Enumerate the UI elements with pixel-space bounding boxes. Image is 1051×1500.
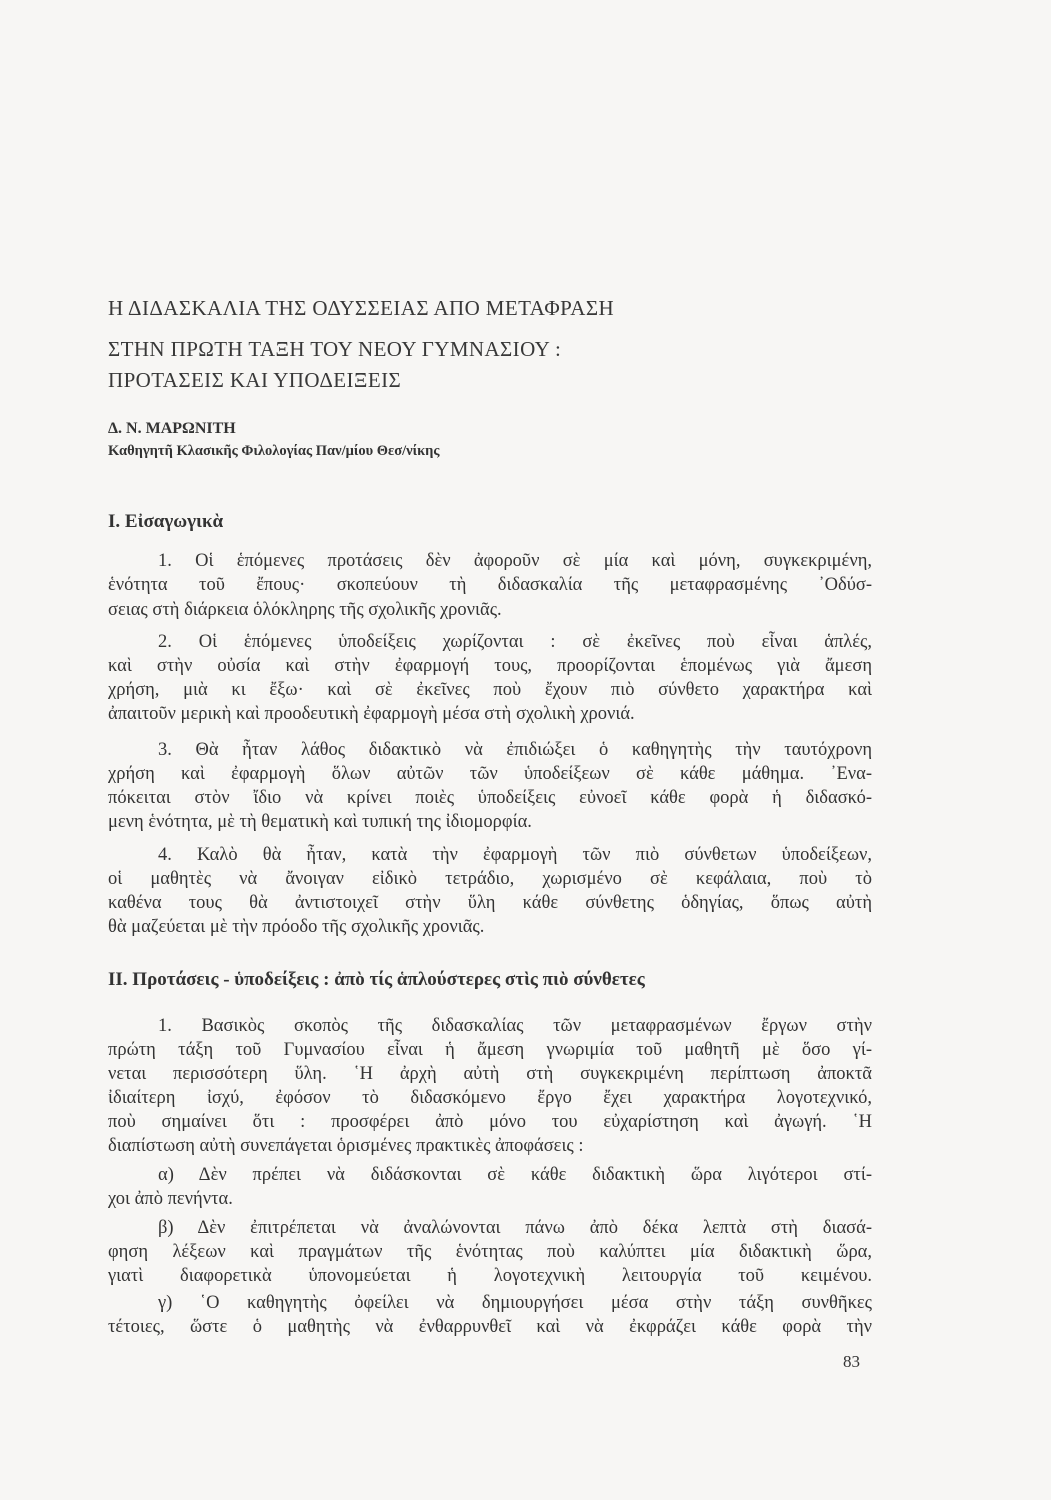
article-title-line-3: ΠΡΟΤΑΣΕΙΣ ΚΑΙ ΥΠΟΔΕΙΞΕΙΣ [108, 368, 402, 392]
paragraph-line: 1. Οἱ ἑπόμενες προτάσεις δὲν ἀφοροῦν σὲ μία καὶ μόνη, συγκεκριμένη, [158, 551, 872, 571]
paragraph-line: θὰ μαζεύεται μὲ τὴν πρόοδο τῆς σχολικῆς χρονιᾶς. [108, 917, 485, 937]
section-heading-introduction: Ι. Εἰσαγωγικὰ [108, 511, 224, 532]
paragraph-line: 3. Θὰ ἦταν λάθος διδακτικὸ νὰ ἐπιδιώξει ὁ καθηγητὴς τὴν ταυτόχρονη [158, 740, 872, 760]
paragraph-line: γ) ῾Ο καθηγητὴς ὀφείλει νὰ δημιουργήσει μέσα στὴν τάξη συνθῆκες [158, 1293, 872, 1313]
paragraph-line: φηση λέξεων καὶ πραγμάτων τῆς ἑνότητας ποὺ καλύπτει μία διδακτικὴ ὥρα, [108, 1242, 872, 1262]
paragraph-line: α) Δὲν πρέπει νὰ διδάσκονται σὲ κάθε διδακτικὴ ὥρα λιγότεροι στί- [158, 1165, 872, 1185]
paragraph-line: ἰδιαίτερη ἰσχύ, ἐφόσον τὸ διδασκόμενο ἔργο ἔχει χαρακτήρα λογοτεχνικό, [108, 1088, 872, 1108]
paragraph-line: τέτοιες, ὥστε ὁ μαθητὴς νὰ ἐνθαρρυνθεῖ καὶ νὰ ἐκφράζει κάθε φορὰ τὴν [108, 1317, 872, 1337]
paragraph-line: καθένα τους θὰ ἀντιστοιχεῖ στὴν ὕλη κάθε σύνθετης ὁδηγίας, ὅπως αὐτὴ [108, 893, 872, 913]
paragraph-line: ἀπαιτοῦν μερικὴ καὶ προοδευτικὴ ἐφαρμογὴ μέσα στὴ σχολικὴ χρονιά. [108, 704, 635, 724]
paragraph-line: χοι ἀπὸ πενήντα. [108, 1189, 233, 1209]
paragraph-line: ἑνότητα τοῦ ἔπους· σκοπεύουν τὴ διδασκαλία τῆς μεταφρασμένης ᾿Οδύσ- [108, 575, 872, 595]
paragraph-line: 1. Βασικὸς σκοπὸς τῆς διδασκαλίας τῶν μεταφρασμένων ἔργων στὴν [158, 1016, 872, 1036]
paragraph-line: διαπίστωση αὐτὴ συνεπάγεται ὁρισμένες πρακτικὲς ἀποφάσεις : [108, 1136, 584, 1156]
paragraph-line: χρήση καὶ ἐφαρμογὴ ὅλων αὐτῶν τῶν ὑποδείξεων σὲ κάθε μάθημα. ᾿Ενα- [108, 764, 872, 784]
paragraph-line: ποὺ σημαίνει ὅτι : προσφέρει ἀπὸ μόνο του εὐχαρίστηση καὶ ἀγωγή. ῾Η [108, 1112, 872, 1132]
author-name: Δ. Ν. ΜΑΡΩΝΙΤΗ [108, 420, 236, 437]
paragraph-line: γιατὶ διαφορετικὰ ὑπονομεύεται ἡ λογοτεχνικὴ λειτουργία τοῦ κειμένου. [108, 1266, 872, 1286]
paragraph-line: χρήση, μιὰ κι ἔξω· καὶ σὲ ἐκεῖνες ποὺ ἔχουν πιὸ σύνθετο χαρακτήρα καὶ [108, 680, 872, 700]
author-affiliation: Καθηγητῆ Κλασικῆς Φιλολογίας Παν/μίου Θεσ/νίκης [108, 443, 440, 459]
article-title-line-2: ΣΤΗΝ ΠΡΩΤΗ ΤΑΞΗ ΤΟΥ ΝΕΟΥ ΓΥΜΝΑΣΙΟΥ : [108, 337, 562, 361]
paragraph-line: β) Δὲν ἐπιτρέπεται νὰ ἀναλώνονται πάνω ἀπὸ δέκα λεπτὰ στὴ διασά- [158, 1218, 872, 1238]
paragraph-line: 4. Καλὸ θὰ ἦταν, κατὰ τὴν ἐφαρμογὴ τῶν πιὸ σύνθετων ὑποδείξεων, [158, 845, 872, 865]
article-title-line-1: Η ΔΙΔΑΣΚΑΛΙΑ ΤΗΣ ΟΔΥΣΣΕΙΑΣ ΑΠΟ ΜΕΤΑΦΡΑΣΗ [108, 296, 615, 320]
section-heading-proposals: ΙΙ. Προτάσεις - ὑποδείξεις : ἀπὸ τίς ἁπλούστερες στὶς πιὸ σύνθετες [108, 969, 645, 990]
paragraph-line: πρώτη τάξη τοῦ Γυμνασίου εἶναι ἡ ἄμεση γνωριμία τοῦ μαθητῆ μὲ ὅσο γί- [108, 1040, 872, 1060]
paragraph-line: μενη ἑνότητα, μὲ τὴ θεματικὴ καὶ τυπική της ἰδιομορφία. [108, 812, 532, 832]
paragraph-line: πόκειται στὸν ἴδιο νὰ κρίνει ποιὲς ὑποδείξεις εὐνοεῖ κάθε φορὰ ἡ διδασκό- [108, 788, 872, 808]
paragraph-line: νεται περισσότερη ὕλη. ῾Η ἀρχὴ αὐτὴ στὴ συγκεκριμένη περίπτωση ἀποκτᾶ [108, 1064, 872, 1084]
paragraph-line: σειας στὴ διάρκεια ὁλόκληρης τῆς σχολικῆς χρονιᾶς. [108, 600, 502, 620]
page-number: 83 [843, 1352, 860, 1371]
paragraph-line: οἱ μαθητὲς νὰ ἄνοιγαν εἰδικὸ τετράδιο, χωρισμένο σὲ κεφάλαια, ποὺ τὸ [108, 869, 872, 889]
paragraph-line: καὶ στὴν οὐσία καὶ στὴν ἐφαρμογή τους, προορίζονται ἑπομένως γιὰ ἄμεση [108, 656, 872, 676]
paragraph-line: 2. Οἱ ἑπόμενες ὑποδείξεις χωρίζονται : σὲ ἐκεῖνες ποὺ εἶναι ἁπλές, [158, 632, 872, 652]
